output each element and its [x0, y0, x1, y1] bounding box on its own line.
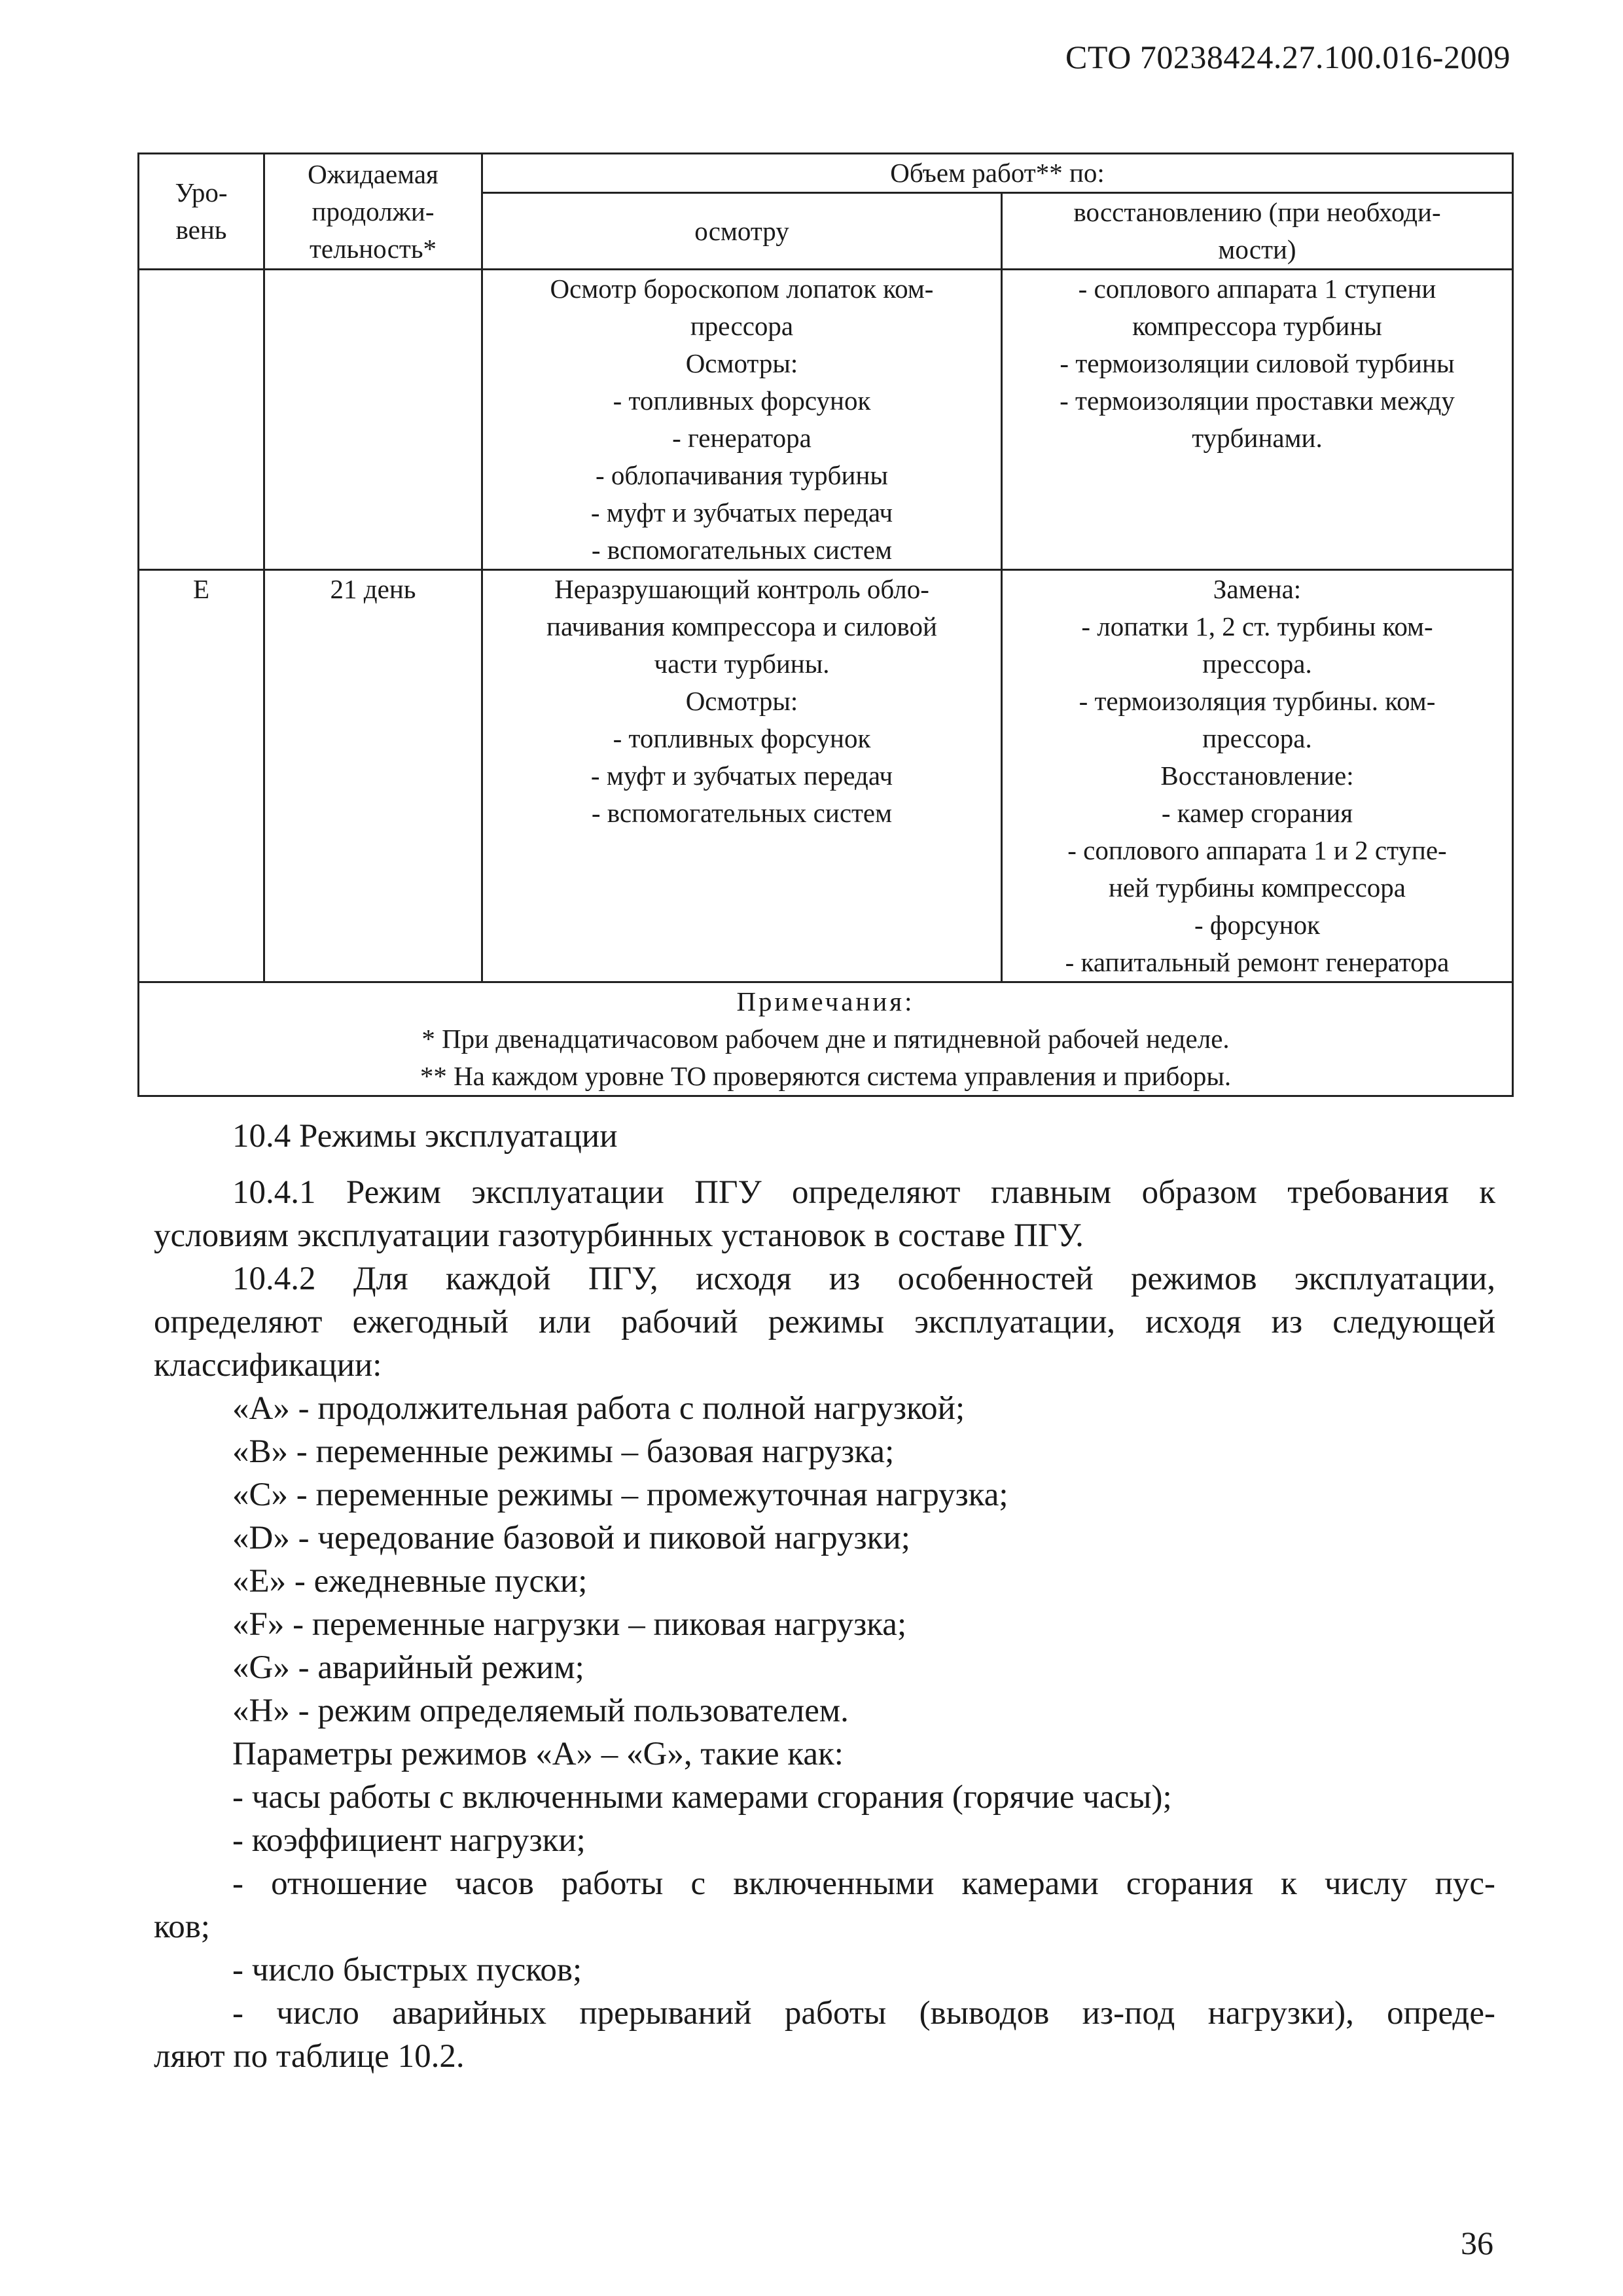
paragraph-10-4-2-line3: классификации: [154, 1347, 382, 1384]
row-duration [264, 270, 482, 570]
row-inspection: Неразрушающий контроль обло- пачивания компрессора и силовой части турбины. Осмотры: - топливных форсунок - муфт и зубчатых передач - вспомогательных систем [482, 570, 1002, 982]
body-text [154, 1115, 1495, 2078]
paragraph-10-4-2-line1: 10.4.2 Для каждой ПГУ, исходя из особенностей режимов эксплуатации, [232, 1261, 1495, 1297]
table-notes [139, 982, 1513, 1096]
params-intro: Параметры режимов «А» – «G», такие как: [232, 1736, 844, 1772]
table-row [139, 570, 1513, 982]
param-item: - коэффициент нагрузки; [232, 1822, 586, 1859]
mode-item: «А» - продолжительная работа с полной нагрузкой; [232, 1390, 965, 1427]
document-code: СТО 70238424.27.100.016-2009 [1065, 39, 1510, 75]
maintenance-table [137, 152, 1514, 1097]
header-restoration: восстановлению (при необходи- мости) [1002, 193, 1513, 270]
table-header-row [139, 154, 1513, 193]
mode-item: «B» - переменные режимы – базовая нагрузка; [232, 1433, 895, 1470]
row-inspection: Осмотр бороскопом лопаток ком- прессора Осмотры: - топливных форсунок - генератора - облопачивания турбины - муфт и зубчатых передач - вспомогательных систем [482, 270, 1002, 570]
param-item: - число быстрых пусков; [232, 1952, 582, 1988]
mode-item: «E» - ежедневные пуски; [232, 1563, 588, 1600]
row-level [139, 270, 264, 570]
param-item-line1: - отношение часов работы с включенными камерами сгорания к числу пус- [232, 1865, 1495, 1902]
row-duration: 21 день [264, 570, 482, 982]
page-number: 36 [1461, 2225, 1493, 2261]
note-item: * При двенадцатичасовом рабочем дне и пятидневной рабочей неделе. [421, 1024, 1230, 1054]
notes-title: Примечания: [736, 986, 915, 1016]
header-inspection: осмотру [482, 193, 1002, 270]
mode-item: «H» - режим определяемый пользователем. [232, 1693, 849, 1729]
mode-item: «F» - переменные нагрузки – пиковая нагрузка; [232, 1606, 907, 1643]
header-duration: Ожидаемая продолжи- тельность* [264, 154, 482, 270]
table-row [139, 270, 1513, 570]
table-notes-row [139, 982, 1513, 1096]
row-restoration: Замена: - лопатки 1, 2 ст. турбины ком- прессора. - термоизоляция турбины. ком- прессора. Восстановление: - камер сгорания - соплового аппарата 1 и 2 ступе- ней турбины компрессора - форсунок - капитальный ремонт генератора [1002, 570, 1513, 982]
header-scope: Объем работ** по: [482, 154, 1513, 193]
mode-item: «G» - аварийный режим; [232, 1649, 584, 1686]
param-item: - часы работы с включенными камерами сгорания (горячие часы); [232, 1779, 1172, 1816]
row-restoration: - соплового аппарата 1 ступени компрессора турбины - термоизоляции силовой турбины - термоизоляции проставки между турбинами. [1002, 270, 1513, 570]
param-item-line1: - число аварийных прерываний работы (выводов из-под нагрузки), опреде- [232, 1995, 1495, 2032]
paragraph-10-4-2-line2: определяют ежегодный или рабочий режимы эксплуатации, исходя из следующей [154, 1304, 1495, 1340]
mode-item: «C» - переменные режимы – промежуточная нагрузка; [232, 1477, 1008, 1513]
paragraph-10-4-1-line1: 10.4.1 Режим эксплуатации ПГУ определяют главным образом требования к [232, 1174, 1495, 1211]
paragraph-10-4-1-line2: условиям эксплуатации газотурбинных установок в составе ПГУ. [154, 1217, 1084, 1254]
mode-item: «D» - чередование базовой и пиковой нагрузки; [232, 1520, 910, 1556]
section-title: 10.4 Режимы эксплуатации [232, 1118, 618, 1155]
param-item-line2: ков; [154, 1909, 210, 1945]
param-item-line2: ляют по таблице 10.2. [154, 2038, 465, 2075]
header-level: Уро- вень [139, 154, 264, 270]
note-item: ** На каждом уровне ТО проверяются система управления и приборы. [419, 1061, 1232, 1091]
row-level: Е [139, 570, 264, 982]
